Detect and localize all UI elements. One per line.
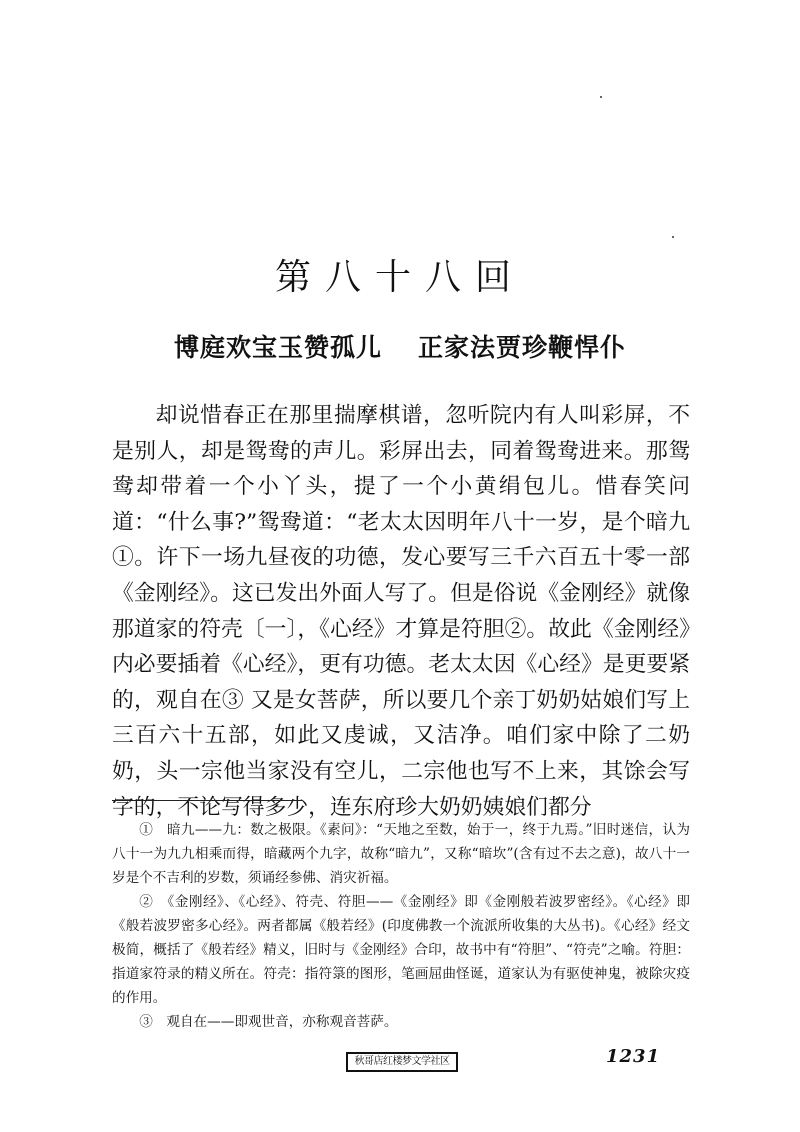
body-paragraph: 却说惜春正在那里揣摩棋谱，忽听院内有人叫彩屏，不是别人，却是鸳鸯的声儿。彩屏出去，同着鸳鸯进来。那鸳鸯却带着一个小丫头，提了一个小黄绢包儿。惜春笑问道：“什么事?”鸳鸯道：“老太太因明年八十一岁，是个暗九①。许下一场九昼夜的功德，发心要写三千六百五十零一部《金刚经》。这已发出外面人写了。但是俗说《金刚经》就像那道家的符壳〔一〕，《心经》才算是符胆②。故此《金刚经》内必要插着《心经》，更有功德。老太太因《心经》是更要紧的，观自在③ 又是女菩萨，所以要几个亲丁奶奶姑娘们写上三百六十五部，如此又虔诚，又洁净。咱们家中除了二奶奶，头一宗他当家没有空儿，二宗他也写不上来，其馀会写字的，不论写得多少，连东府珍大奶奶姨娘们都分 xyxy=(112,403,690,820)
watermark-stamp: 秋哥店红楼梦文学社区 xyxy=(346,1052,458,1072)
footnote-1: ① 暗九——九：数之极限。《素问》：“天地之至数，始于一，终于九焉。”旧时迷信，认为八十一为九九相乘而得，暗藏两个九字，故称“暗九”，又称“暗坎”(含有过不去之意)，故八十一岁是个不吉利的岁数，须诵经参佛、消灾祈福。 xyxy=(112,822,690,886)
footnote-divider xyxy=(112,800,302,801)
main-text xyxy=(112,398,690,825)
scan-speck xyxy=(600,96,602,98)
footnote-3: ③ 观自在——即观世音，亦称观音菩萨。 xyxy=(139,1014,398,1030)
footnotes xyxy=(112,818,690,1034)
chapter-title xyxy=(0,328,800,368)
footnote-2: ② 《金刚经》、《心经》、符壳、符胆——《金刚经》即《金刚般若波罗密经》。《心经》即《般若波罗密多心经》。两者都属《般若经》(印度佛教一个流派所收集的大丛书)。《心经》经文极简，概括了《般若经》精义，旧时与《金刚经》合印，故书中有“符胆”、“符壳”之喻。符胆：指道家符录的精义所在。符壳：指符箓的图形，笔画屈曲怪诞，道家认为有驱使神鬼，被除灾疫的作用。 xyxy=(112,894,690,1006)
page-number: 1231 xyxy=(606,1046,661,1067)
chapter-title-second-half: 正家法贾珍鞭悍仆 xyxy=(418,333,627,362)
chapter-title-first-half: 博庭欢宝玉赞孤儿 xyxy=(173,333,382,362)
scan-speck xyxy=(672,236,674,238)
chapter-number: 第八十八回 xyxy=(274,257,525,298)
